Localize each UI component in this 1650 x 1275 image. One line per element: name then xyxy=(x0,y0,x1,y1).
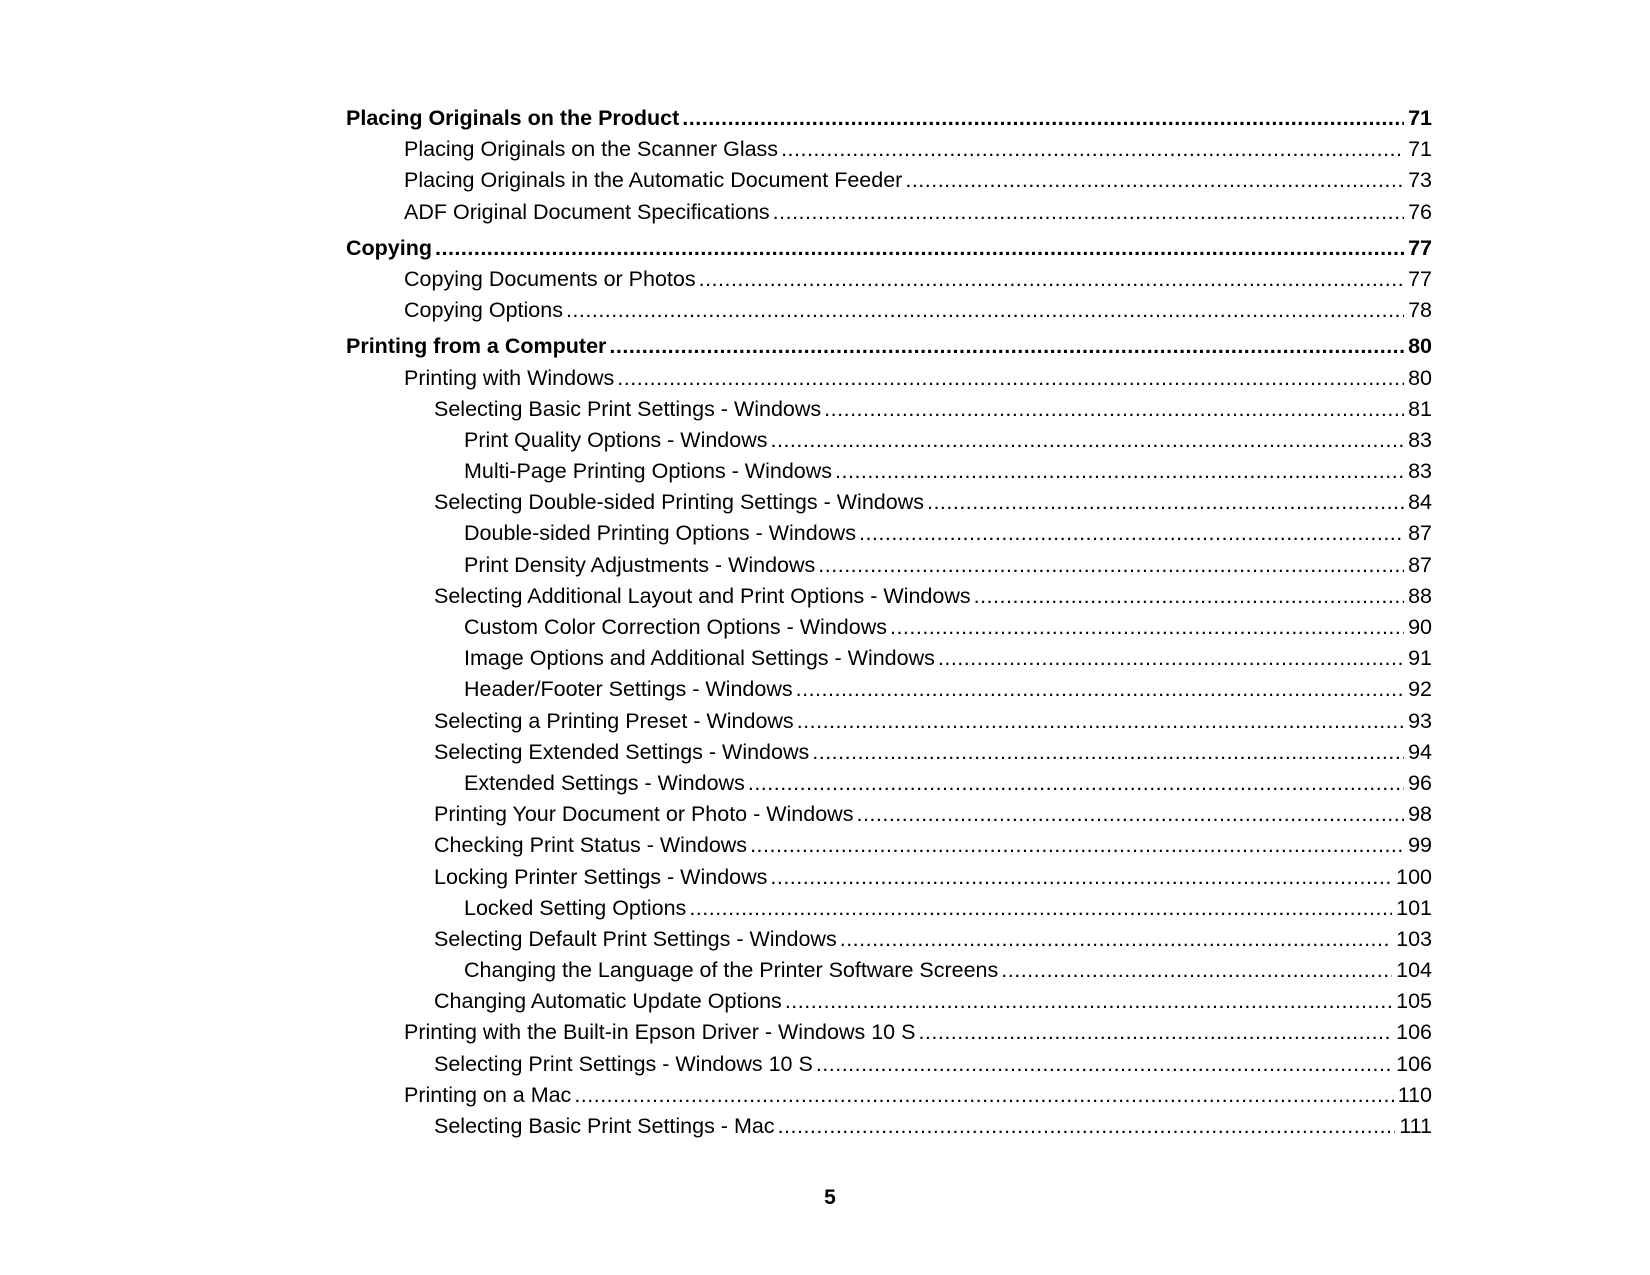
dot-leader xyxy=(890,615,1404,640)
toc-entry[interactable] xyxy=(346,428,1432,459)
toc-entry-title: Printing from a Computer xyxy=(346,334,607,359)
dot-leader xyxy=(773,200,1404,225)
toc-entry-title: Checking Print Status - Windows xyxy=(434,833,748,858)
dot-leader xyxy=(781,137,1404,162)
toc-entry[interactable] xyxy=(346,521,1432,552)
toc-entry[interactable] xyxy=(346,615,1432,646)
toc-entry[interactable] xyxy=(346,490,1432,521)
toc-entry[interactable] xyxy=(346,168,1432,199)
toc-entry[interactable] xyxy=(346,1020,1432,1051)
dot-leader xyxy=(566,298,1404,323)
toc-entry-title: Print Density Adjustments - Windows xyxy=(464,552,816,577)
toc-entry-title: ADF Original Document Specifications xyxy=(404,199,770,224)
toc-entry-title: Header/Footer Settings - Windows xyxy=(464,677,793,702)
toc-entry[interactable] xyxy=(346,646,1432,677)
toc-entry-page: 77 xyxy=(1408,266,1432,291)
toc-entry-title: Image Options and Additional Settings - Windows xyxy=(464,646,935,671)
dot-leader xyxy=(771,428,1405,453)
toc-entry-page: 71 xyxy=(1408,106,1432,130)
toc-entry-page: 80 xyxy=(1408,334,1432,359)
toc-entry-title: Changing the Language of the Printer Software Screens xyxy=(464,958,999,983)
toc-entry-title: Placing Originals on the Scanner Glass xyxy=(404,137,779,162)
dot-leader xyxy=(750,833,1404,858)
dot-leader xyxy=(797,709,1404,734)
toc-entry-title: Selecting Additional Layout and Print Options - Windows xyxy=(434,583,971,608)
toc-entry-title: Selecting Basic Print Settings - Windows xyxy=(434,396,822,421)
dot-leader xyxy=(699,267,1404,292)
toc-entry-page: 76 xyxy=(1408,199,1432,224)
toc-entry[interactable] xyxy=(346,298,1432,329)
toc-entry-title: Custom Color Correction Options - Windows xyxy=(464,615,887,639)
toc-entry[interactable] xyxy=(346,802,1432,833)
toc-entry-title: Selecting Double-sided Printing Settings - Windows xyxy=(434,490,924,515)
toc-entry[interactable] xyxy=(346,709,1432,740)
toc-entry-title: Selecting Print Settings - Windows 10 S xyxy=(434,1051,813,1076)
toc-entry-page: 106 xyxy=(1396,1020,1432,1045)
toc-entry-page: 92 xyxy=(1408,677,1432,702)
dot-leader xyxy=(778,1114,1396,1139)
toc-entry[interactable] xyxy=(346,1083,1432,1114)
toc-entry[interactable] xyxy=(346,865,1432,896)
toc-entry-page: 105 xyxy=(1396,989,1432,1014)
page-number: 5 xyxy=(824,1186,836,1209)
toc-entry[interactable] xyxy=(346,137,1432,168)
dot-leader xyxy=(435,236,1404,261)
toc-entry-title: Changing Automatic Update Options xyxy=(434,989,782,1014)
toc-entry[interactable] xyxy=(346,989,1432,1020)
dot-leader xyxy=(816,1052,1392,1077)
toc-entry-title: Printing with the Built-in Epson Driver - Windows 10 S xyxy=(404,1020,916,1045)
dot-leader xyxy=(796,677,1404,702)
toc-entry[interactable] xyxy=(346,771,1432,802)
toc-entry[interactable] xyxy=(346,553,1432,584)
toc-entry-page: 77 xyxy=(1408,235,1432,260)
dot-leader xyxy=(927,490,1404,515)
toc-entry-page: 103 xyxy=(1396,926,1432,951)
toc-entry-title: Copying xyxy=(346,235,432,260)
toc-entry-page: 71 xyxy=(1408,137,1432,162)
dot-leader xyxy=(574,1083,1393,1108)
toc-entry-page: 87 xyxy=(1408,552,1432,577)
toc-entry-page: 110 xyxy=(1397,1082,1432,1107)
dot-leader xyxy=(617,366,1404,391)
toc-entry-page: 111 xyxy=(1399,1114,1432,1138)
toc-entry[interactable] xyxy=(346,459,1432,490)
toc-entry[interactable] xyxy=(346,366,1432,397)
dot-leader xyxy=(856,802,1404,827)
toc-entry-title: Locked Setting Options xyxy=(464,895,687,920)
toc-section-entry[interactable] xyxy=(346,106,1432,137)
toc-entry-page: 91 xyxy=(1408,646,1432,671)
dot-leader xyxy=(974,584,1404,609)
table-of-contents xyxy=(346,106,1432,1145)
toc-entry-page: 83 xyxy=(1408,459,1432,484)
toc-entry[interactable] xyxy=(346,1114,1432,1145)
dot-leader xyxy=(938,646,1404,671)
toc-entry-title: Placing Originals in the Automatic Document Feeder xyxy=(404,168,903,193)
toc-entry-page: 87 xyxy=(1408,521,1432,546)
toc-entry-title: Copying Options xyxy=(404,298,563,323)
toc-entry-title: Printing on a Mac xyxy=(404,1082,572,1107)
toc-entry-page: 104 xyxy=(1396,958,1432,983)
toc-entry-page: 99 xyxy=(1408,833,1432,858)
toc-entry-page: 81 xyxy=(1408,396,1432,421)
dot-leader xyxy=(840,927,1392,952)
dot-leader xyxy=(859,521,1404,546)
toc-entry-title: Selecting a Printing Preset - Windows xyxy=(434,708,794,733)
toc-entry[interactable] xyxy=(346,1052,1432,1083)
toc-entry-page: 83 xyxy=(1408,427,1432,452)
toc-entry[interactable] xyxy=(346,397,1432,428)
dot-leader xyxy=(682,106,1404,131)
dot-leader xyxy=(835,459,1404,484)
toc-entry-title: Printing Your Document or Photo - Windows xyxy=(434,802,854,827)
toc-entry[interactable] xyxy=(346,740,1432,771)
toc-section-entry[interactable] xyxy=(346,334,1432,365)
toc-entry-page: 78 xyxy=(1408,298,1432,323)
toc-entry-title: Selecting Basic Print Settings - Mac xyxy=(434,1114,775,1138)
toc-entry-page: 88 xyxy=(1408,583,1432,608)
dot-leader xyxy=(905,168,1404,193)
toc-entry[interactable] xyxy=(346,677,1432,708)
dot-leader xyxy=(824,397,1404,422)
toc-entry[interactable] xyxy=(346,200,1432,231)
toc-entry[interactable] xyxy=(346,958,1432,989)
dot-leader xyxy=(812,740,1404,765)
toc-entry-page: 93 xyxy=(1408,708,1432,733)
dot-leader xyxy=(818,553,1404,578)
dot-leader xyxy=(1001,958,1392,983)
dot-leader xyxy=(918,1020,1392,1045)
dot-leader xyxy=(609,334,1404,359)
toc-entry-title: Printing with Windows xyxy=(404,365,615,390)
toc-entry-page: 98 xyxy=(1408,802,1432,827)
toc-entry-page: 94 xyxy=(1408,739,1432,764)
toc-entry-title: Print Quality Options - Windows xyxy=(464,427,768,452)
toc-entry-title: Selecting Default Print Settings - Windows xyxy=(434,926,837,951)
toc-entry-page: 106 xyxy=(1396,1051,1432,1076)
toc-entry-page: 84 xyxy=(1408,490,1432,515)
dot-leader xyxy=(785,989,1392,1014)
toc-entry-title: Placing Originals on the Product xyxy=(346,106,680,130)
toc-entry-title: Double-sided Printing Options - Windows xyxy=(464,521,856,546)
toc-entry-title: Copying Documents or Photos xyxy=(404,266,696,291)
toc-entry-page: 73 xyxy=(1408,168,1432,193)
toc-entry[interactable] xyxy=(346,896,1432,927)
toc-entry[interactable] xyxy=(346,833,1432,864)
toc-entry[interactable] xyxy=(346,927,1432,958)
dot-leader xyxy=(689,896,1392,921)
dot-leader xyxy=(770,865,1392,890)
toc-entry-page: 80 xyxy=(1408,365,1432,390)
toc-entry[interactable] xyxy=(346,267,1432,298)
toc-entry-page: 101 xyxy=(1396,895,1432,920)
dot-leader xyxy=(748,771,1404,796)
toc-entry-page: 90 xyxy=(1408,615,1432,639)
toc-entry-title: Selecting Extended Settings - Windows xyxy=(434,739,810,764)
toc-entry-page: 96 xyxy=(1408,770,1432,795)
toc-entry-title: Multi-Page Printing Options - Windows xyxy=(464,459,833,484)
toc-entry-page: 100 xyxy=(1396,864,1432,889)
toc-entry-title: Locking Printer Settings - Windows xyxy=(434,864,768,889)
toc-section-entry[interactable] xyxy=(346,236,1432,267)
toc-entry[interactable] xyxy=(346,584,1432,615)
toc-entry-title: Extended Settings - Windows xyxy=(464,770,745,795)
